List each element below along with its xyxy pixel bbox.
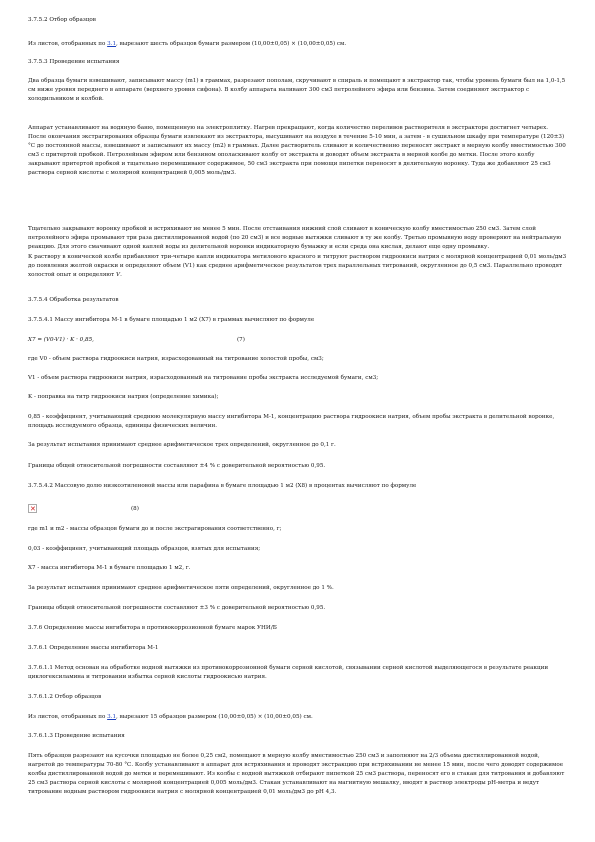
heading-37613: 3.7.6.1.3 Проведение испытания xyxy=(28,733,125,739)
where-v0: где V0 - объем раствора гидроокиси натрия, израсходованный на титрование холостой пробы, см3; xyxy=(28,356,324,362)
formula-8-broken-image-icon xyxy=(28,504,37,513)
link-section-3-1-b[interactable]: 3.1 xyxy=(107,714,117,720)
paragraph-37611: 3.7.6.1.1 Метод основан на обработке водной вытяжки из противокоррозионной бумаги серной кислотой, связывании серной кислотой выделяющегося в результате реакции циклогексиламина и титровании избытка серной кислоты гидроокисью натрия. xyxy=(28,665,549,680)
paragraph-2: Аппарат устанавливают на водяную баню, помещенную на электроплитку. Нагрев прекращают, когда количество переливов растворителя в экстракторе достигнет четырех. После окончания экстрагирования образцы бумаги извлекают из экстрактора, высушивают на воздухе в течение 5-10 мин, а затем - в сушильном шкафу при температуре (120±3) °С до постоянной массы, взвешивают и записывают их массу (m2) в граммах. Далее растворитель сливают и количественно переносят экстракт в мерную колбу вместимостью 300 см3 с притертой пробкой. Петролейным эфиром или бензином ополаскивают колбу от экстракта и доводят объем экстракта в мерной колбе до метки. После этого колбу закрывают притертой пробкой и тщательно перемешивают содержимое, 50 см3 экстракта при помощи пипетки переносят в делительную воронку. Туда же добавляют 25 см3 раствора серной кислоты с молярной концентрацией 0,005 моль/дм3. xyxy=(28,125,566,176)
heading-3761: 3.7.6.1 Определение массы ингибитора М-1 xyxy=(28,645,159,651)
heading-376: 3.7.6 Определение массы ингибитора в противокоррозионной бумаге марок УНИ/Б xyxy=(28,625,277,631)
paragraph-last: Пять образцов разрезают на кусочки площадью не более 0,25 см2, помещают в мерную колбу вместимостью 250 см3 и заполняют на 2/3 объема дистиллированной водой, нагретой до температуры 70-80 °С. Колбу устанавливают в аппарат для встряхивания и проводят экстракцию при встряхивании не менее 15 мин, после чего доводят содержимое колбы дистиллированной водой до метки и перемешивают. Из колбы с водной вытяжкой отбирают пипеткой 25 см3 раствора, переносят его в стакан для титрования и добавляют 25 см3 раствора серной кислоты с молярной концентрацией 0,005 моль/дм3. Стакан устанавливают на магнитную мешалку, вводят в раствор электроды рН-метра и ведут титрование водным раствором гидроокиси натрия с молярной концентрацией 0,01 моль/дм3 до рН 4,3. xyxy=(28,753,565,795)
equation-number-8: (8) xyxy=(131,506,139,512)
paragraph-3752: Из листов, отобранных по 3.1, вырезают шесть образцов бумаги размером (10,00±0,05) × (10,00±0,05) см. xyxy=(28,41,347,47)
where-x7: Х7 - масса ингибитора М-1 в бумаге площадью 1 м2, г. xyxy=(28,565,191,571)
formula-7: Х7 = (V0-V1) · K · 0,85, xyxy=(28,337,94,343)
where-085: 0,85 - коэффициент, учитывающий среднюю молекулярную массу ингибитора М-1, концентрацию раствора гидроокиси натрия, объем пробы экстракта в делительной воронке, площадь исследуемого образца, единицы физических величин. xyxy=(28,414,555,429)
where-v1: V1 - объем раствора гидроокиси натрия, израсходованный на титрование пробы экстракта исследуемой бумаги, см3; xyxy=(28,375,379,381)
paragraph-37612: Из листов, отобранных по 3.1, вырезают 15 образцов размером (10,00±0,05) × (10,00±0,05) см. xyxy=(28,714,313,720)
heading-37612: 3.7.6.1.2 Отбор образцов xyxy=(28,694,102,700)
paragraph-37541: 3.7.5.4.1 Массу ингибитора М-1 в бумаге площадью 1 м2 (Х7) в граммах вычисляют по формуле xyxy=(28,317,315,323)
where-m: где m1 и m2 - массы образцов бумаги до и после экстрагирования соответственно, г; xyxy=(28,526,282,532)
heading-3754: 3.7.5.4 Обработка результатов xyxy=(28,297,119,303)
link-section-3-1[interactable]: 3.1 xyxy=(107,41,117,47)
heading-3753: 3.7.5.3 Проведение испытания xyxy=(28,59,120,65)
paragraph-4: К раствору в конической колбе прибавляют три-четыре капли индикатора метилового красного и титруют раствором гидроокиси натрия с молярной концентрацией 0,01 моль/дм3 до появления желтой окраски и определяют объем (V1) как среднее арифметическое результатов трех параллельных титрований, округленное до 0,5 см3. Параллельно проводят холостой опыт и определяют V. xyxy=(28,254,567,278)
paragraph-37542: 3.7.5.4.2 Массовую долю низкоэтиленовой массы или парафина в бумаге площадью 1 м2 (Х8) в процентах вычисляют по формуле xyxy=(28,483,417,489)
error-1: Границы общей относительной погрешности составляют ±4 % с доверительной вероятностью 0,95. xyxy=(28,463,326,469)
result-2: За результат испытания принимают среднее арифметическое пяти определений, округленное до 1 %. xyxy=(28,585,334,591)
where-003: 0,03 - коэффициент, учитывающий площадь образцов, взятых для испытания; xyxy=(28,546,261,552)
result-1: За результат испытания принимают среднее арифметическое трех определений, округленное до 0,1 г. xyxy=(28,442,336,448)
where-k: K - поправка на титр гидроокиси натрия (определение химика); xyxy=(28,394,219,400)
equation-number-7: (7) xyxy=(237,337,245,343)
paragraph-1: Два образца бумаги взвешивают, записывают массу (m1) в граммах, разрезают пополам, скручивают в спираль и помещают в экстрактор так, чтобы уровень бумаги был на 1,0-1,5 см ниже уровня переднего в аппарате (верхнего уровня сифона). В колбу аппарата наливают 300 см3 петролейного эфира или бензина. Затем соединяют экстрактор с холодильником и колбой. xyxy=(28,78,566,102)
error-2: Границы общей относительной погрешности составляют ±3 % с доверительной вероятностью 0,95. xyxy=(28,605,326,611)
paragraph-3: Тщательно закрывают воронку пробкой и встряхивают не менее 5 мин. После отстаивания нижний слой сливают в коническую колбу вместимостью 250 см3. Затем слой петролейного эфира промывают три раза дистиллированной водой (по 20 см3) и все водные вытяжки сливают в ту же колбу. Третью промывную воду проверяют на нейтральную реакцию. Для этого смачивают одной каплей воды из делительной воронки индикаторную бумажку и если среда она кислая, делают еще одну промывку. xyxy=(28,226,562,250)
heading-3752: 3.7.5.2 Отбор образцов xyxy=(28,17,96,23)
